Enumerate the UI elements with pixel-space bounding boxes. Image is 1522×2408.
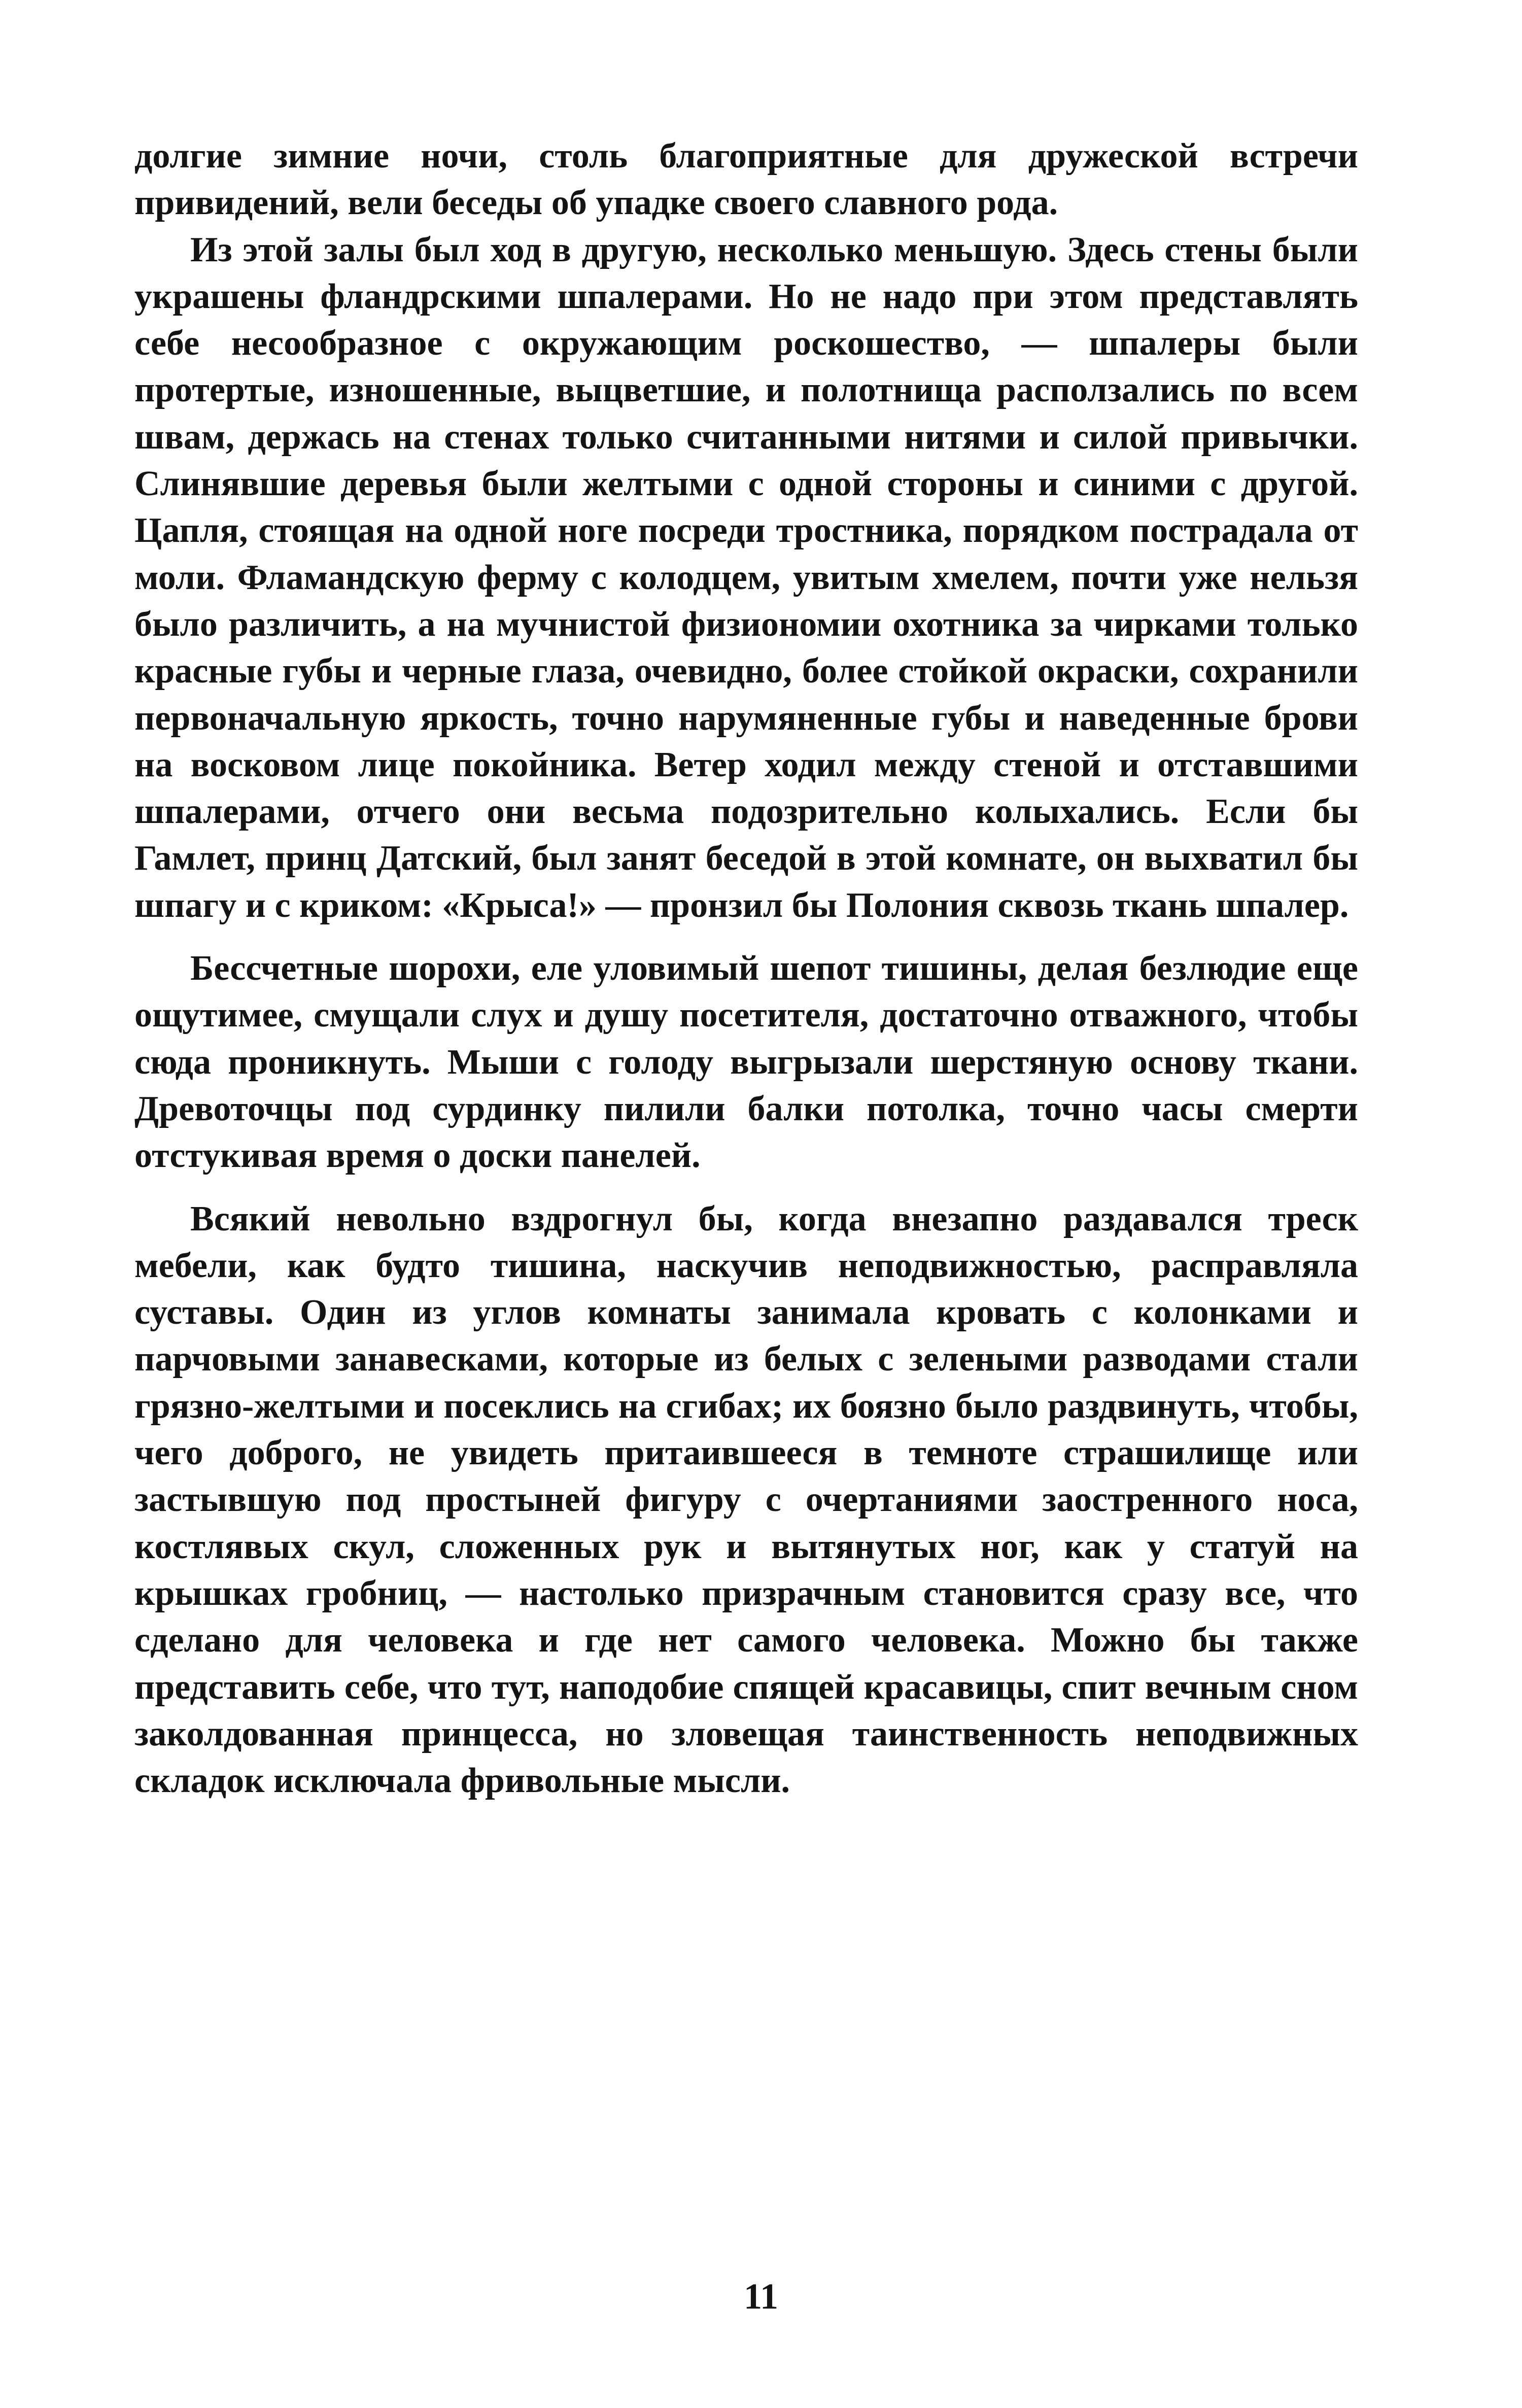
paragraph-4: Всякий невольно вздрогнул бы, когда внезапно раздавался треск мебели, как будто тишина, наскучив неподвижностью, расправляла суставы. Один из углов комнаты занимала кровать с колонками и парчовыми занавесками, которые из белых с зелеными разводами стали грязно-желтыми и посеклись на сгибах; их боязно было раздвинуть, чтобы, чего доброго, не увидеть притаившееся в темноте страшилище или застывшую под простыней фигуру с очертаниями заостренного носа, костлявых скул, сложенных рук и вытянутых ног, как у статуй на крышках гробниц, — настолько призрачным становится сразу все, что сделано для человека и где нет самого человека. Можно бы также представить себе, что тут, наподобие спящей красавицы, спит вечным сном заколдованная принцесса, но зловещая таинственность неподвижных складок исключала фривольные мысли.: [134, 1199, 1358, 1801]
page-body: [134, 133, 1358, 1804]
paragraph-1: долгие зимние ночи, столь благоприятные для дружеской встречи привидений, вели беседы об упадке своего славного рода.: [134, 136, 1358, 223]
paragraph-2: Из этой залы был ход в другую, несколько меньшую. Здесь стены были украшены фландрскими шпалерами. Но не надо при этом представлять себе несообразное с окружающим роскошество, — шпалеры были протертые, изношенные, выцветшие, и полотнища расползались по всем швам, держась на стенах только считанными нитями и силой привычки. Слинявшие деревья были желтыми с одной стороны и синими с другой. Цапля, стоящая на одной ноге посреди тростника, порядком пострадала от моли. Фламандскую ферму с колодцем, увитым хмелем, почти уже нельзя было различить, а на мучнистой физиономии охотника за чирками только красные губы и черные глаза, очевидно, более стойкой окраски, сохранили первоначальную яркость, точно нарумяненные губы и наведенные брови на восковом лице покойника. Ветер ходил между стеной и отставшими шпалерами, отчего они весьма подозрительно колыхались. Если бы Гамлет, принц Датский, был занят беседой в этой комнате, он выхватил бы шпагу и с криком: «Крыса!» — пронзил бы Полония сквозь ткань шпалер.: [134, 230, 1358, 925]
page-number: 11: [743, 2276, 779, 2317]
paragraph-3: Бессчетные шорохи, еле уловимый шепот тишины, делая безлюдие еще ощутимее, смущали слух и душу посетителя, достаточно отважного, чтобы сюда проникнуть. Мыши с голоду выгрызали шерстяную основу ткани. Древоточцы под сурдинку пилили балки потолка, точно часы смерти отстукивая время о доски панелей.: [134, 949, 1358, 1176]
